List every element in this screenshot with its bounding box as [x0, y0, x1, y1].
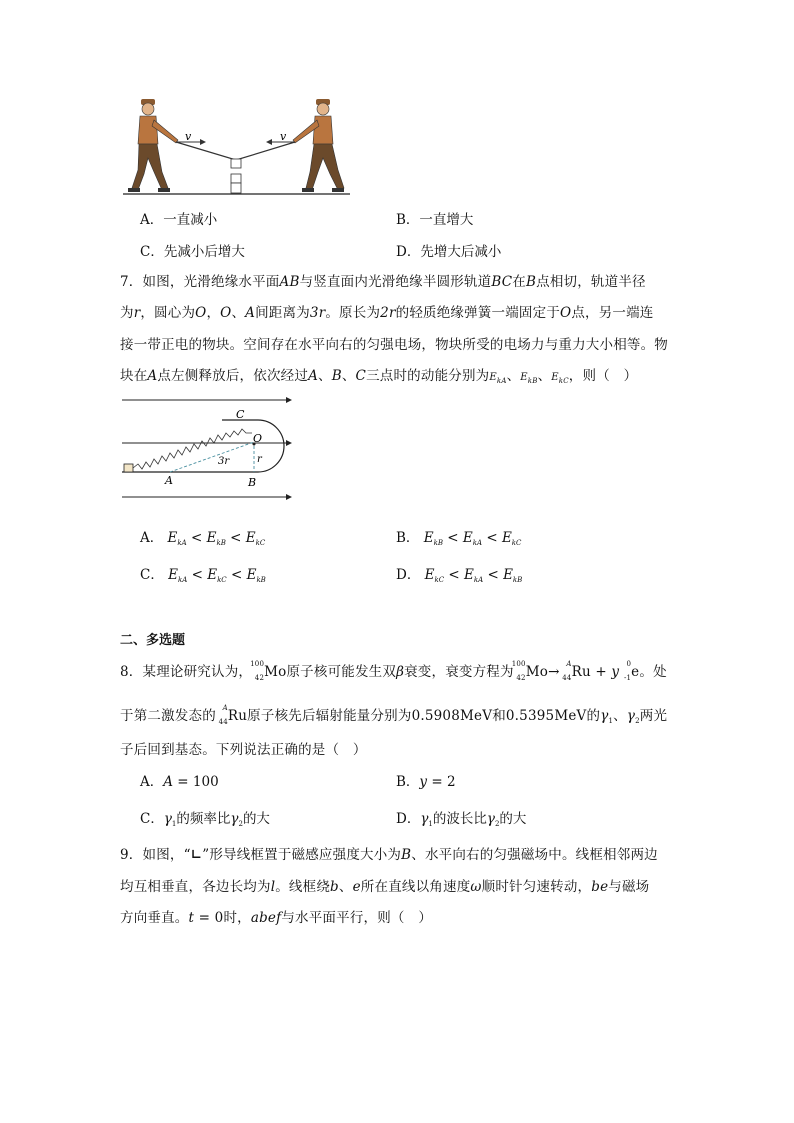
spring: [133, 429, 252, 469]
arrow-right-icon: [286, 440, 292, 446]
rope: [176, 142, 295, 160]
q8-line-2: 于第二激发态的 A 44 Ru原子核先后辐射能量分别为0.5908MeV和0.5395MeV的$\gamma_1$、$\gamma_2$两光: [120, 704, 668, 726]
q7-number: 7．: [120, 274, 143, 290]
label-r: r: [257, 454, 262, 465]
dashed-oa: [170, 442, 254, 472]
q8-option-a[interactable]: A．A = 100: [140, 774, 219, 790]
q7-line-3: 接一带正电的物块。空间存在水平向右的匀强电场，物块所受的电场力与重力大小相等。物: [120, 337, 668, 353]
v-label-left: v: [185, 130, 192, 143]
stacked-block-top: [231, 174, 241, 183]
q7-option-a[interactable]: A． $E_{kA} < E_{kB} < E_{kC}$: [140, 530, 266, 547]
label-a: A: [165, 474, 173, 487]
q8-option-d[interactable]: D．$\gamma_1$的波长比$\gamma_2$的大: [396, 811, 527, 828]
arrow-right-icon: [286, 494, 292, 500]
label-b: B: [248, 476, 257, 489]
q7-line-2: 为r，圆心为O，O、A间距离为3r。原长为2r的轻质绝缘弹簧一端固定于O点，另一端连: [120, 305, 654, 321]
q7-line-1: 7．如图，光滑绝缘水平面AB与竖直面内光滑绝缘半圆形轨道BC在B点相切，轨道半径: [120, 274, 646, 290]
q7-option-c[interactable]: C． $E_{kA} < E_{kC} < E_{kB}$: [140, 567, 266, 584]
q7-option-b[interactable]: B． $E_{kB} < E_{kA} < E_{kC}$: [396, 530, 522, 547]
q7-figure: [118, 392, 298, 504]
q7-line-4: 块在A点左侧释放后，依次经过A、B、C三点时的动能分别为$E_{kA}$、$E_{kB}$、$E_{kC}$，则（ ）: [120, 368, 638, 385]
right-worker-figure: [293, 99, 344, 192]
q7-option-d[interactable]: D． $E_{kC} < E_{kA} < E_{kB}$: [396, 567, 523, 584]
left-worker-figure: [128, 99, 178, 192]
q6-option-a[interactable]: A．一直减小: [140, 212, 218, 228]
q9-line-3: 方向垂直。t = 0时，abef与水平面平行，则（ ）: [120, 910, 433, 926]
q6-option-d[interactable]: D．先增大后减小: [396, 244, 502, 260]
semicircle-track-bc: [258, 420, 284, 472]
arrow-left-icon: [266, 139, 272, 145]
q8-line-3: 子后回到基态。下列说法正确的是（ ）: [120, 742, 367, 758]
q9-number: 9．: [120, 847, 143, 863]
l-shape-icon: ∟: [190, 847, 203, 863]
q6-option-c[interactable]: C．先减小后增大: [140, 244, 245, 260]
q9-line-1: 9．如图，“∟”形导线框置于磁感应强度大小为B、水平向右的匀强磁场中。线框相邻两边: [120, 847, 658, 863]
q6-option-b[interactable]: B．一直增大: [396, 212, 474, 228]
q8-option-c[interactable]: C．$\gamma_1$的频率比$\gamma_2$的大: [140, 811, 270, 828]
arrow-right-icon: [286, 397, 292, 403]
section-title-multiple-choice: 二、多选题: [120, 633, 186, 648]
v-label-right: v: [280, 130, 287, 143]
charged-block: [124, 464, 133, 472]
label-o: O: [253, 432, 263, 445]
label-c: C: [236, 408, 245, 421]
q8-line-1: 8．某理论研究认为， 100 42 Mo原子核可能发生双β衰变，衰变方程为 100 42 Mo→ A 44 Ru + y 0 -1 e。处: [120, 660, 667, 682]
q9-line-2: 均互相垂直，各边长均为l。线框绕b、e所在直线以角速度ω顺时针匀速转动，be与磁场: [120, 879, 650, 895]
label-3r: 3r: [218, 456, 230, 467]
q6-figure: [118, 96, 358, 198]
stacked-block-bottom: [231, 183, 241, 193]
hanging-block: [231, 159, 241, 168]
q8-option-b[interactable]: B．y = 2: [396, 774, 456, 790]
arrow-right-icon: [200, 139, 206, 145]
q8-number: 8．: [120, 664, 143, 680]
